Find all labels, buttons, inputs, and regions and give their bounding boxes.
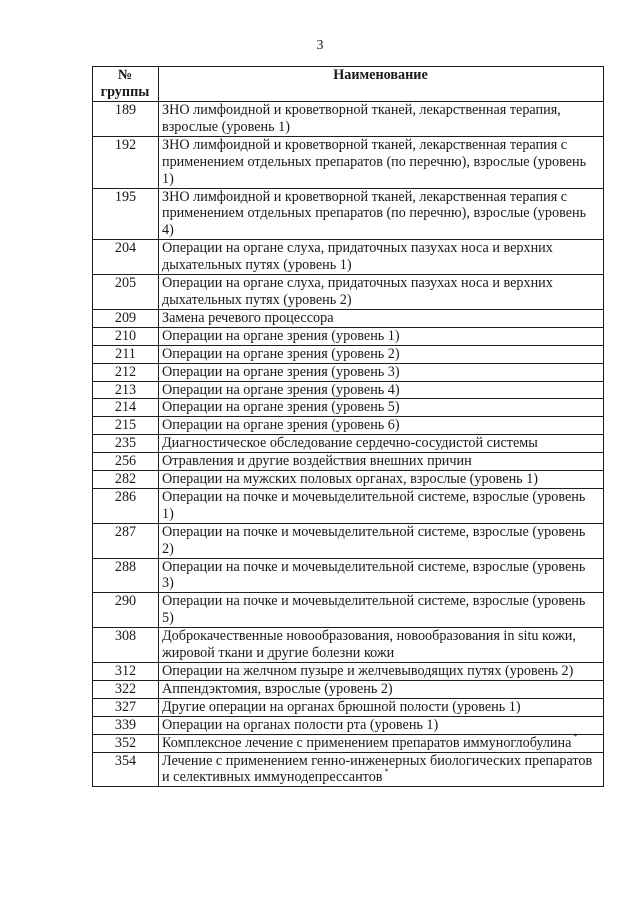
group-number-cell: 189 [93, 102, 159, 137]
group-name-cell [159, 435, 604, 453]
group-name-cell [159, 399, 604, 417]
table-row [93, 558, 604, 593]
group-name-text: Лечение с применением генно-инженерных биологических препаратов и селективных иммунодепрессантов [162, 752, 593, 786]
group-number-cell: 352 [93, 734, 159, 752]
group-name-text: Аппендэктомия, взрослые (уровень 2) [162, 680, 393, 697]
group-number-cell: 210 [93, 327, 159, 345]
group-name-cell [159, 188, 604, 240]
group-name-text: Другие операции на органах брюшной полости (уровень 1) [162, 698, 521, 715]
group-name-text: Операции на почке и мочевыделительной системе, взрослые (уровень 3) [162, 558, 586, 592]
group-number-cell: 205 [93, 275, 159, 310]
group-name-cell [159, 275, 604, 310]
group-number-cell: 286 [93, 488, 159, 523]
group-name-text: Операции на органе зрения (уровень 3) [162, 363, 400, 380]
group-name-text: Операции на органе слуха, придаточных пазухах носа и верхних дыхательных путях (уровень 2) [162, 275, 553, 308]
table-row [93, 417, 604, 435]
table-row [93, 102, 604, 137]
header-number-word: группы [100, 83, 150, 100]
group-number-cell: 211 [93, 345, 159, 363]
table-row [93, 734, 604, 752]
group-name-cell [159, 453, 604, 471]
group-name-text: Операции на органе слуха, придаточных пазухах носа и верхних дыхательных путях (уровень 1) [162, 240, 553, 274]
table-row [93, 188, 604, 240]
group-name-text: Операции на почке и мочевыделительной системе, взрослые (уровень 2) [162, 523, 586, 557]
table-row [93, 136, 604, 188]
table-row [93, 327, 604, 345]
group-name-text: Операции на почке и мочевыделительной системе, взрослые (уровень 5) [162, 593, 586, 627]
group-name-cell [159, 663, 604, 681]
table-row [93, 523, 604, 558]
group-number-cell: 288 [93, 558, 159, 593]
group-name-cell [159, 471, 604, 489]
group-name-text: Операции на органе зрения (уровень 5) [162, 399, 400, 416]
group-name-text: Операции на мужских половых органах, взрослые (уровень 1) [162, 471, 539, 488]
table-row [93, 471, 604, 489]
group-number-cell: 195 [93, 188, 159, 240]
table-row [93, 752, 604, 787]
group-name-cell [159, 558, 604, 593]
group-name-text: Замена речевого процессора [162, 309, 334, 326]
table-row [93, 680, 604, 698]
group-name-cell [159, 345, 604, 363]
table-row [93, 698, 604, 716]
group-number-cell: 209 [93, 309, 159, 327]
group-name-cell [159, 628, 604, 663]
group-name-cell [159, 731, 604, 752]
table-row [93, 381, 604, 399]
group-name-cell [159, 417, 604, 435]
group-number-cell: 354 [93, 752, 159, 787]
group-name-text: Диагностическое обследование сердечно-сосудистой системы [162, 435, 538, 452]
group-number-cell: 287 [93, 523, 159, 558]
group-name-text: ЗНО лимфоидной и кроветворной тканей, лекарственная терапия с применением отдельных препаратов (по перечню), взрослые (уровень 4) [162, 188, 587, 239]
group-number-cell: 312 [93, 663, 159, 681]
group-name-cell [159, 363, 604, 381]
group-number-cell: 290 [93, 593, 159, 628]
footnote-mark: * [384, 766, 389, 776]
header-name: Наименование [159, 67, 604, 102]
group-number-cell: 322 [93, 680, 159, 698]
group-number-cell: 212 [93, 363, 159, 381]
group-number-cell: 204 [93, 240, 159, 275]
table-row [93, 399, 604, 417]
table-row [93, 628, 604, 663]
group-name-cell [159, 716, 604, 734]
group-name-text: Операции на органах полости рта (уровень 1) [162, 716, 439, 733]
group-name-text: Операции на органе зрения (уровень 6) [162, 417, 400, 434]
table-row [93, 345, 604, 363]
footnote-mark: * [573, 731, 578, 741]
group-name-cell [159, 698, 604, 716]
table-row [93, 240, 604, 275]
table-row [93, 453, 604, 471]
groups-table [92, 66, 604, 787]
group-name-cell [159, 240, 604, 275]
group-name-cell [159, 488, 604, 523]
group-number-cell: 256 [93, 453, 159, 471]
table-row [93, 716, 604, 734]
group-number-cell: 308 [93, 628, 159, 663]
group-name-cell [159, 680, 604, 698]
table-header-row [93, 67, 604, 102]
table-row [93, 275, 604, 310]
table-row [93, 309, 604, 327]
page-number: 3 [316, 38, 324, 53]
group-name-text: Доброкачественные новообразования, новообразования in situ кожи, жировой ткани и другие болезни кожи [162, 628, 576, 662]
table-row [93, 363, 604, 381]
group-name-text: Операции на желчном пузыре и желчевыводящих путях (уровень 2) [162, 663, 574, 679]
group-number-cell: 214 [93, 399, 159, 417]
group-name-cell [159, 752, 604, 787]
group-number-cell: 215 [93, 417, 159, 435]
group-name-text: Операции на органе зрения (уровень 2) [162, 345, 400, 362]
group-number-cell: 192 [93, 136, 159, 188]
group-number-cell: 235 [93, 435, 159, 453]
group-name-cell [159, 381, 604, 399]
group-number-cell: 339 [93, 716, 159, 734]
group-name-cell [159, 136, 604, 188]
group-name-cell [159, 593, 604, 628]
group-number-cell: 282 [93, 471, 159, 489]
header-number-sign: № [117, 67, 133, 83]
group-number-cell: 213 [93, 381, 159, 399]
group-name-text: Операции на почке и мочевыделительной системе, взрослые (уровень 1) [162, 488, 586, 522]
group-name-text: Отравления и другие воздействия внешних причин [162, 453, 472, 470]
group-name-cell [159, 102, 604, 137]
group-name-text: ЗНО лимфоидной и кроветворной тканей, лекарственная терапия, взрослые (уровень 1) [162, 102, 561, 135]
group-name-cell [159, 309, 604, 327]
table-row [93, 593, 604, 628]
table-row [93, 488, 604, 523]
table-row [93, 663, 604, 681]
group-name-cell [159, 327, 604, 345]
group-name-text: ЗНО лимфоидной и кроветворной тканей, лекарственная терапия с применением отдельных препаратов (по перечню), взрослые (уровень 1) [162, 136, 587, 187]
group-name-text: Комплексное лечение с применением препаратов иммуноглобулина [162, 734, 572, 751]
group-number-cell: 327 [93, 698, 159, 716]
group-name-text: Операции на органе зрения (уровень 1) [162, 327, 400, 344]
group-name-text: Операции на органе зрения (уровень 4) [162, 381, 400, 398]
table-row [93, 435, 604, 453]
header-group-number [93, 67, 159, 102]
group-name-cell [159, 523, 604, 558]
